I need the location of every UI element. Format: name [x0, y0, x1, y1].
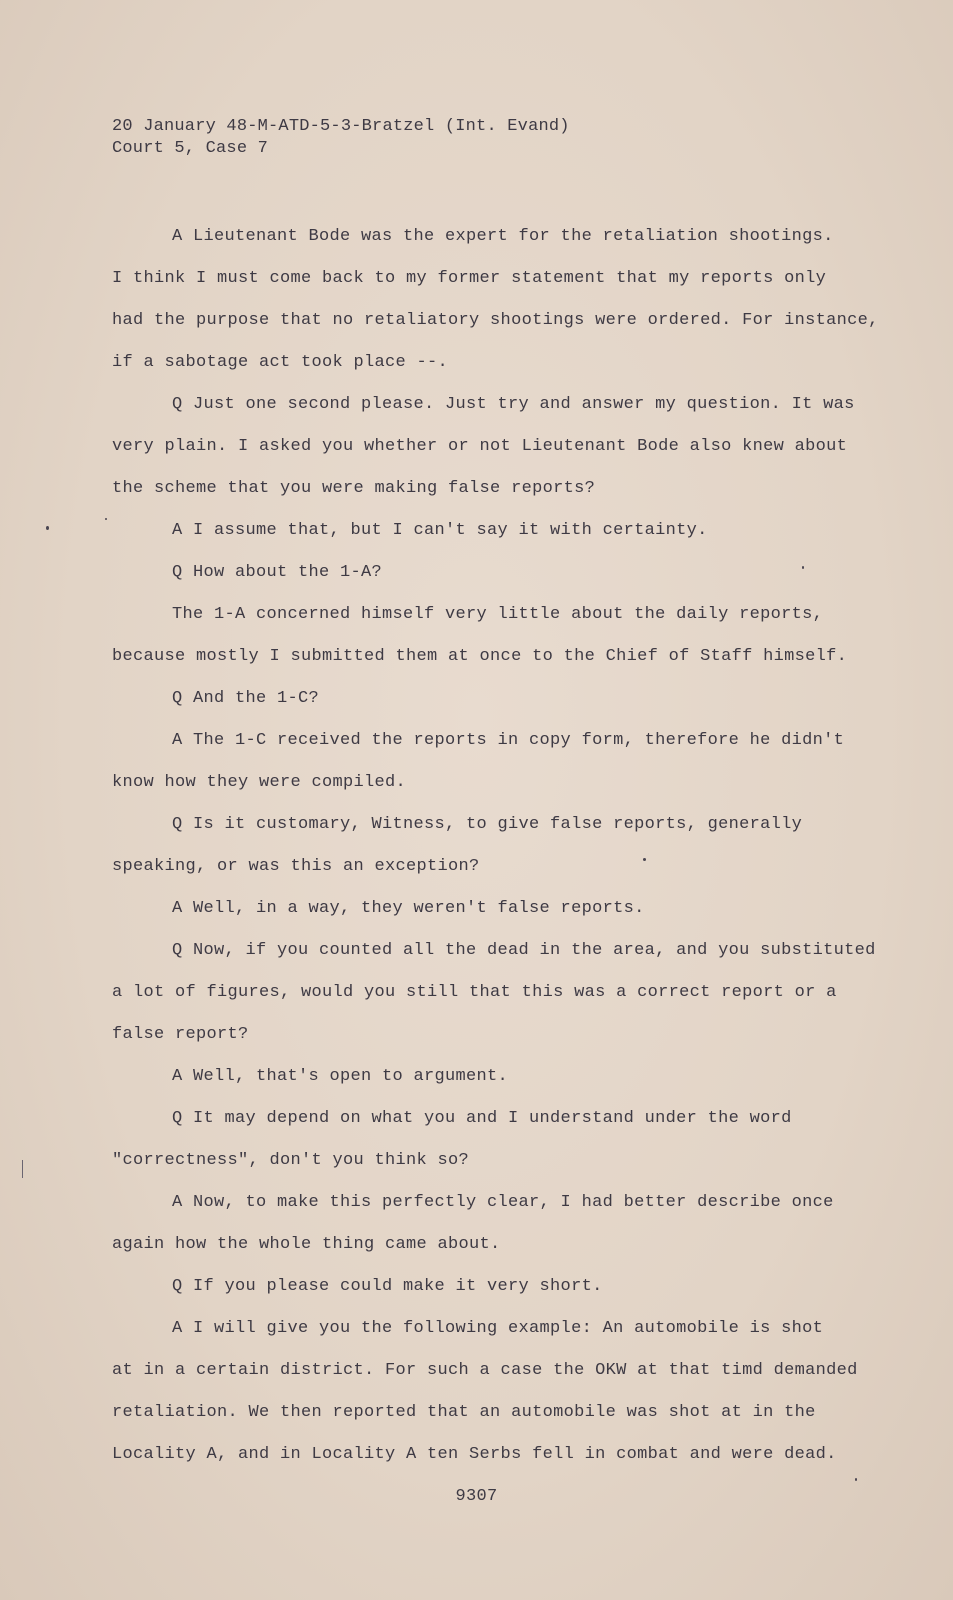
transcript-line: Q It may depend on what you and I understand under the word: [172, 1109, 792, 1128]
transcript-line: know how they were compiled.: [112, 773, 407, 792]
transcript-line: Locality A, and in Locality A ten Serbs fell in combat and were dead.: [112, 1445, 837, 1464]
transcript-line: A Now, to make this perfectly clear, I had better describe once: [172, 1193, 834, 1212]
scan-speck: [105, 518, 107, 520]
transcript-line: Q And the 1-C?: [172, 689, 320, 708]
transcript-line: A The 1-C received the reports in copy form, therefore he didn't: [172, 731, 845, 750]
transcript-line: The 1-A concerned himself very little about the daily reports,: [172, 605, 824, 624]
transcript-line: speaking, or was this an exception?: [112, 857, 480, 876]
transcript-line: very plain. I asked you whether or not Lieutenant Bode also knew about: [112, 437, 848, 456]
transcript-line: Q If you please could make it very short.: [172, 1277, 603, 1296]
transcript-line: A I will give you the following example: An automobile is shot: [172, 1319, 824, 1338]
transcript-line: Q Now, if you counted all the dead in the area, and you substituted: [172, 941, 876, 960]
transcript-line: if a sabotage act took place --.: [112, 353, 449, 372]
scan-speck: [643, 858, 646, 861]
transcript-body: [112, 216, 912, 1476]
transcript-line: I think I must come back to my former statement that my reports only: [112, 269, 827, 288]
transcript-line: because mostly I submitted them at once to the Chief of Staff himself.: [112, 647, 848, 666]
transcript-line: Q Is it customary, Witness, to give false reports, generally: [172, 815, 803, 834]
scan-speck: [46, 526, 49, 530]
scan-speck: [855, 1478, 857, 1481]
transcript-line: "correctness", don't you think so?: [112, 1151, 470, 1170]
transcript-line: A Well, that's open to argument.: [172, 1067, 509, 1086]
page-number: 9307: [455, 1487, 498, 1506]
header-session-line: 20 January 48-M-ATD-5-3-Bratzel (Int. Evand): [112, 117, 570, 136]
transcript-line: A Well, in a way, they weren't false reports.: [172, 899, 645, 918]
scan-speck: [802, 566, 804, 569]
transcript-line: the scheme that you were making false reports?: [112, 479, 596, 498]
transcript-line: at in a certain district. For such a case the OKW at that timd demanded: [112, 1361, 858, 1380]
transcript-line: Q How about the 1-A?: [172, 563, 383, 582]
transcript-line: a lot of figures, would you still that this was a correct report or a: [112, 983, 837, 1002]
header-court-line: Court 5, Case 7: [112, 139, 269, 158]
transcript-line: retaliation. We then reported that an automobile was shot at in the: [112, 1403, 816, 1422]
transcript-line: had the purpose that no retaliatory shootings were ordered. For instance,: [112, 311, 879, 330]
transcript-line: Q Just one second please. Just try and answer my question. It was: [172, 395, 855, 414]
transcript-line: A Lieutenant Bode was the expert for the retaliation shootings.: [172, 227, 834, 246]
scan-edge-mark: [22, 1160, 23, 1178]
transcript-line: false report?: [112, 1025, 249, 1044]
document-header: [112, 116, 570, 160]
transcript-line: again how the whole thing came about.: [112, 1235, 501, 1254]
transcript-line: A I assume that, but I can't say it with certainty.: [172, 521, 708, 540]
